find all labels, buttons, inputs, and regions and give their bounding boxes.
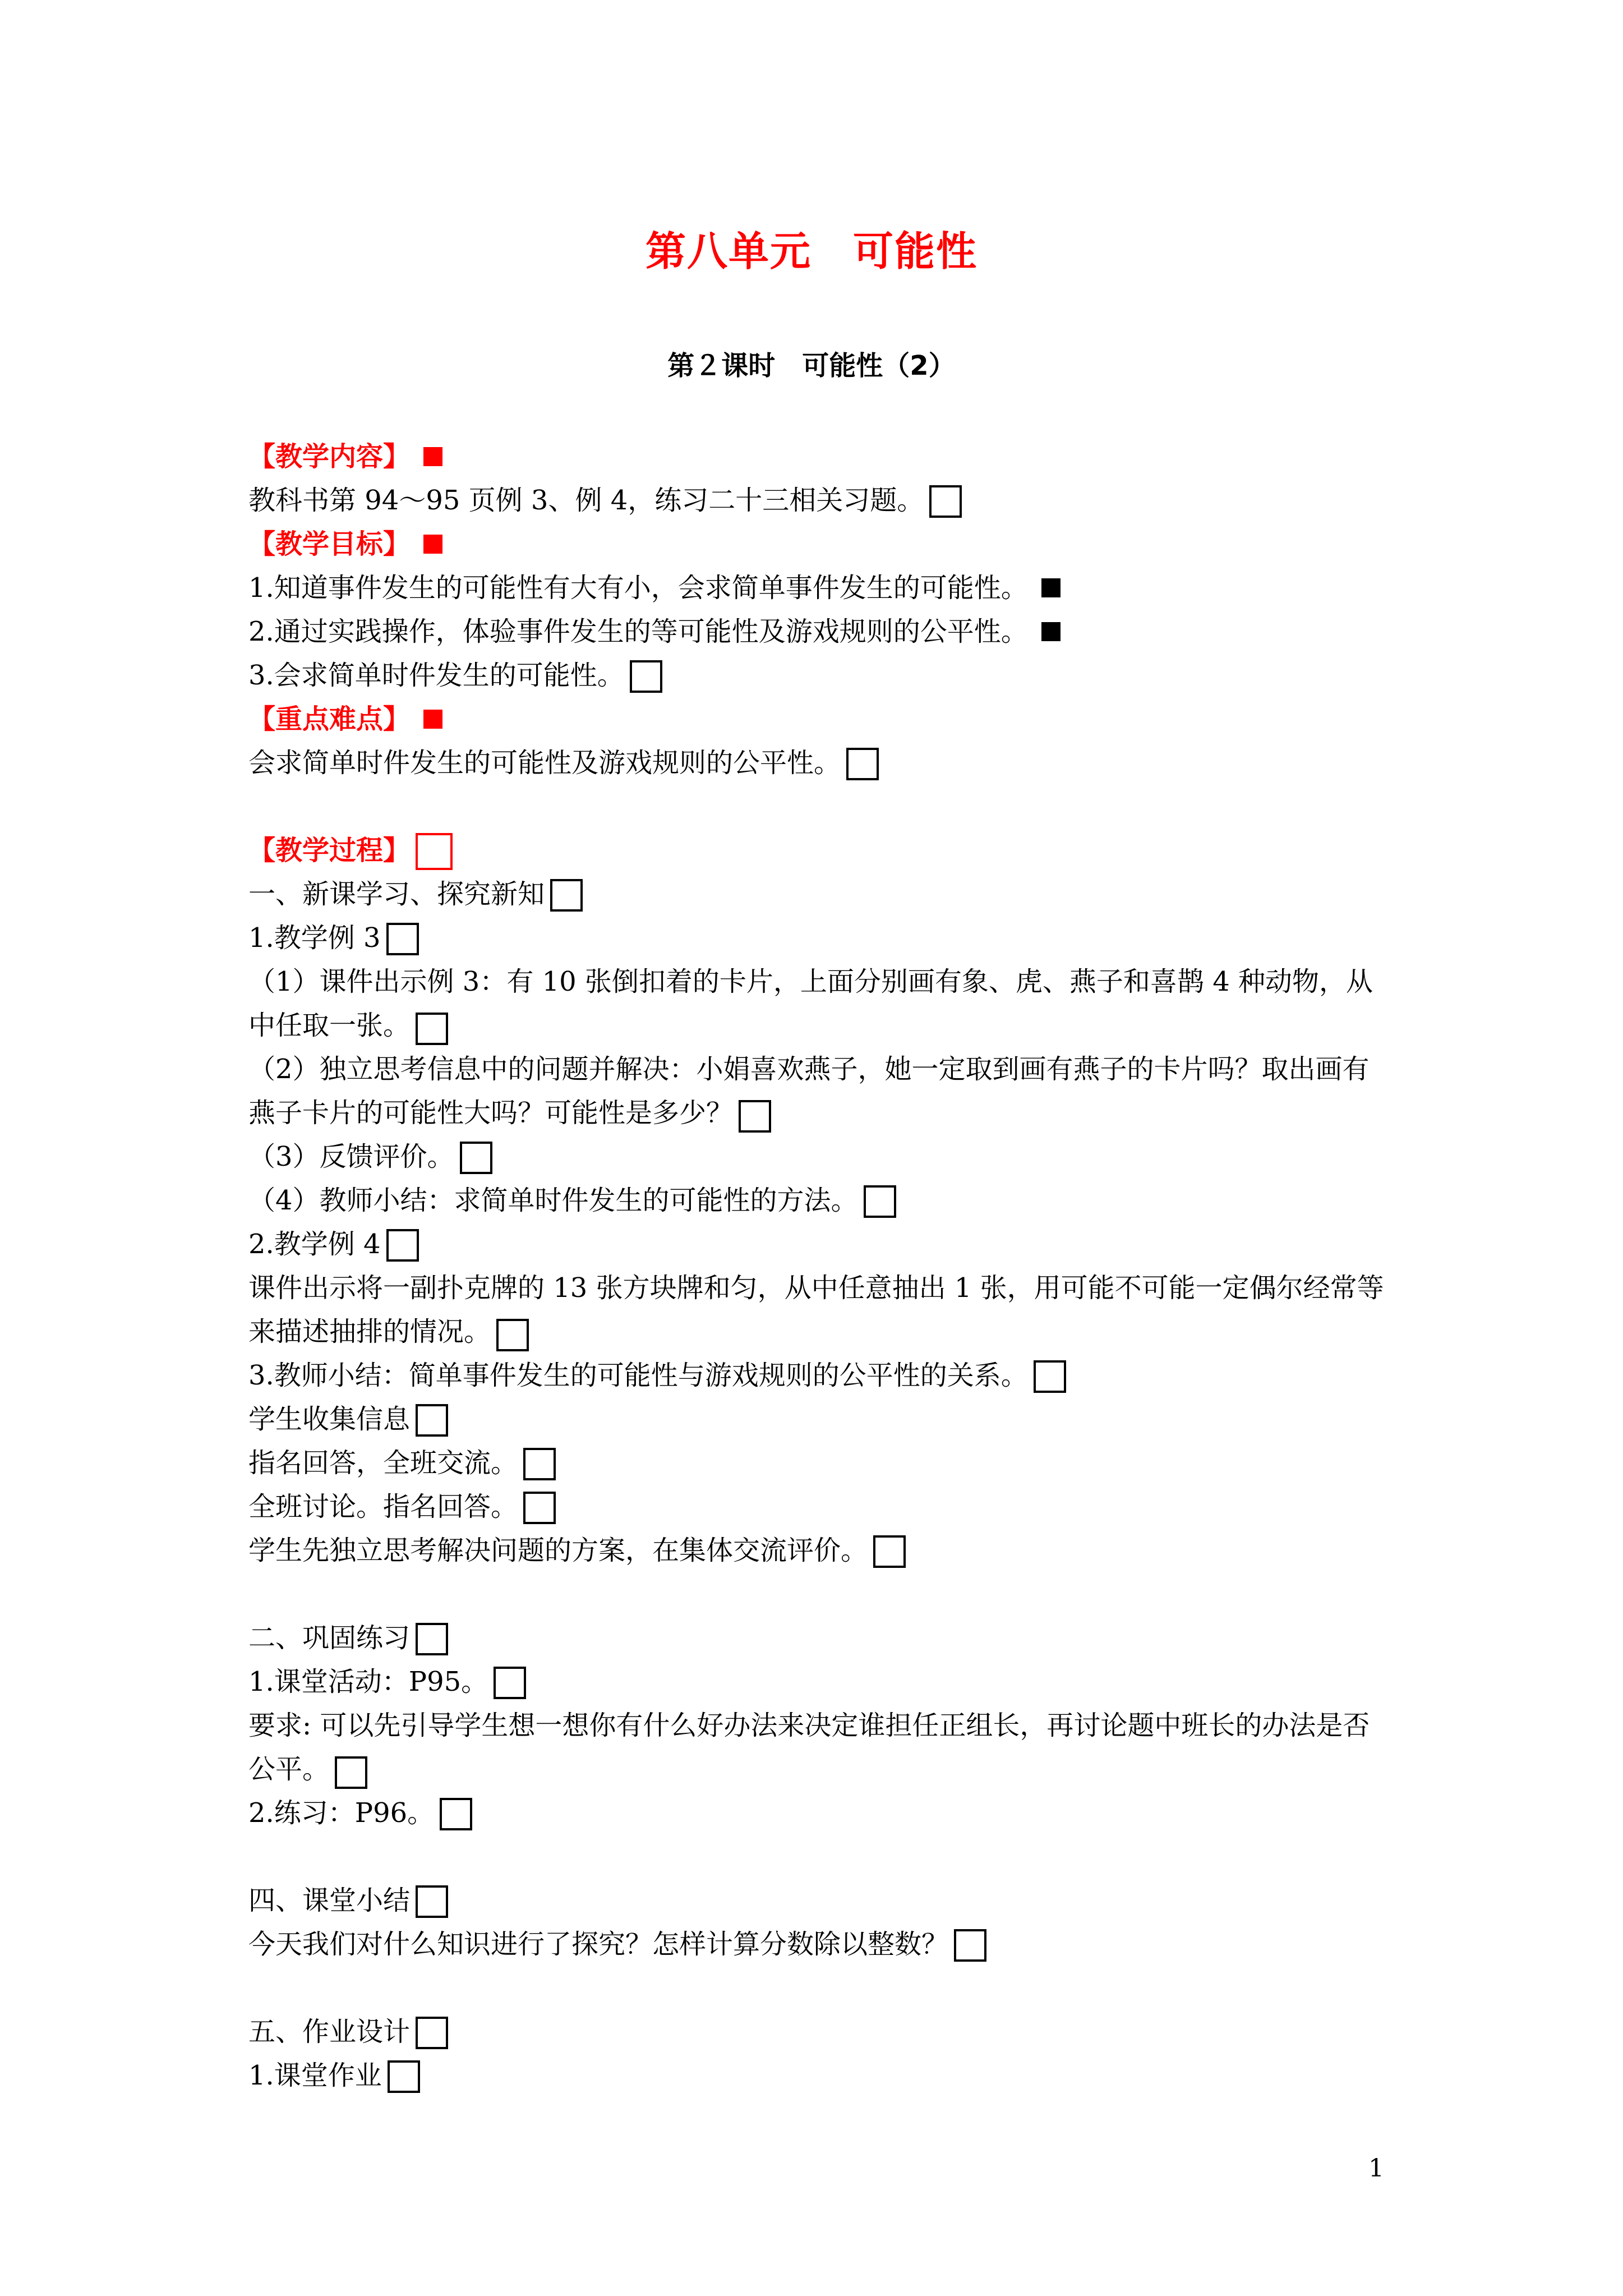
student-answer: 指名回答，全班交流。 — [248, 1447, 518, 1479]
homework-classwork: 1.课堂作业 — [248, 2060, 382, 2091]
heading-teaching-content: 【教学内容】 — [248, 441, 411, 472]
checkbox[interactable] — [846, 748, 879, 780]
checkbox[interactable] — [1034, 1360, 1066, 1393]
checkbox[interactable] — [873, 1535, 906, 1568]
practice-activity: 1.课堂活动：P95。 — [248, 1666, 488, 1697]
heading-teaching-goals: 【教学目标】 — [248, 528, 411, 560]
homework-section: 五、作业设计 — [248, 2016, 411, 2047]
process-step-2: （2）独立思考信息中的问题并解决：小娟喜欢燕子，她一定取到画有燕子的卡片吗？取出画有燕子卡片的可能性大吗？可能性是多少？ — [248, 1053, 1370, 1129]
checkbox[interactable] — [416, 1885, 448, 1918]
checkbox[interactable] — [386, 923, 419, 955]
checkbox[interactable] — [416, 1404, 448, 1437]
checkbox[interactable] — [440, 1798, 472, 1830]
process-step-3: （3）反馈评价。 — [248, 1141, 454, 1172]
checkbox[interactable] — [335, 1756, 367, 1789]
lesson-subtitle: 第２课时 可能性（2） — [667, 350, 956, 381]
checkbox[interactable] — [630, 660, 662, 693]
checkbox[interactable] — [388, 2060, 420, 2093]
process-step-1: （1）课件出示例 3：有 10 张倒扣着的卡片，上面分别画有象、虎、燕子和喜鹊 4 种动物，从中任取一张。 — [248, 966, 1373, 1041]
black-square-marker — [1041, 578, 1061, 597]
heading-teaching-process: 【教学过程】 — [248, 835, 411, 866]
red-square-marker — [423, 535, 442, 554]
red-square-marker — [423, 710, 442, 729]
goal-3: 3.会求简单时件发生的可能性。 — [248, 660, 624, 691]
summary-section: 四、课堂小结 — [248, 1885, 411, 1916]
checkbox[interactable] — [416, 2017, 448, 2049]
page-number: 1 — [1368, 2154, 1384, 2183]
black-square-marker — [1041, 622, 1061, 641]
process-step-4: （4）教师小结：求简单时件发生的可能性的方法。 — [248, 1185, 858, 1216]
process-section-1: 一、新课学习、探究新知 — [248, 878, 545, 910]
summary-question: 今天我们对什么知识进行了探究？怎样计算分数除以整数？ — [248, 1929, 949, 1960]
practice-requirement: 要求: 可以先引导学生想一想你有什么好办法来决定谁担任正组长，再讨论题中班长的办法是否公平。 — [248, 1710, 1370, 1785]
checkbox[interactable] — [550, 879, 583, 912]
unit-title: 第八单元 可能性 — [645, 228, 978, 275]
red-square-marker — [423, 447, 442, 466]
process-example-4-text: 课件出示将一副扑克牌的 13 张方块牌和匀，从中任意抽出 1 张，用可能不可能一定偶尔经常等来描述抽排的情况。 — [248, 1272, 1384, 1347]
practice-section: 二、巩固练习 — [248, 1622, 411, 1654]
process-teacher-summary: 3.教师小结：简单事件发生的可能性与游戏规则的公平性的关系。 — [248, 1360, 1028, 1391]
goal-1: 1.知道事件发生的可能性有大有小，会求简单事件发生的可能性。 — [248, 572, 1028, 604]
checkbox[interactable] — [929, 485, 962, 518]
process-example-3: 1.教学例 3 — [248, 922, 381, 954]
checkbox[interactable] — [386, 1229, 419, 1262]
checkbox[interactable] — [416, 1013, 448, 1045]
checkbox[interactable] — [739, 1100, 771, 1133]
checkbox[interactable] — [523, 1492, 556, 1524]
checkbox-red[interactable] — [416, 833, 453, 870]
checkbox[interactable] — [864, 1185, 896, 1218]
checkbox[interactable] — [496, 1319, 529, 1351]
key-difficulties-text: 会求简单时件发生的可能性及游戏规则的公平性。 — [248, 747, 841, 779]
checkbox[interactable] — [460, 1142, 492, 1174]
student-collect-info: 学生收集信息 — [248, 1404, 411, 1435]
document-body — [248, 435, 1393, 2097]
checkbox[interactable] — [523, 1448, 556, 1480]
checkbox[interactable] — [416, 1623, 448, 1655]
checkbox[interactable] — [494, 1667, 526, 1699]
practice-exercise: 2.练习：P96。 — [248, 1797, 435, 1829]
checkbox[interactable] — [954, 1929, 986, 1962]
heading-key-difficulties: 【重点难点】 — [248, 703, 411, 735]
student-independent-thinking: 学生先独立思考解决问题的方案，在集体交流评价。 — [248, 1535, 868, 1566]
process-example-4: 2.教学例 4 — [248, 1228, 381, 1260]
teaching-content-text: 教科书第 94～95 页例 3、例 4，练习二十三相关习题。 — [248, 485, 924, 516]
class-discussion: 全班讨论。指名回答。 — [248, 1491, 518, 1522]
goal-2: 2.通过实践操作，体验事件发生的等可能性及游戏规则的公平性。 — [248, 616, 1028, 647]
